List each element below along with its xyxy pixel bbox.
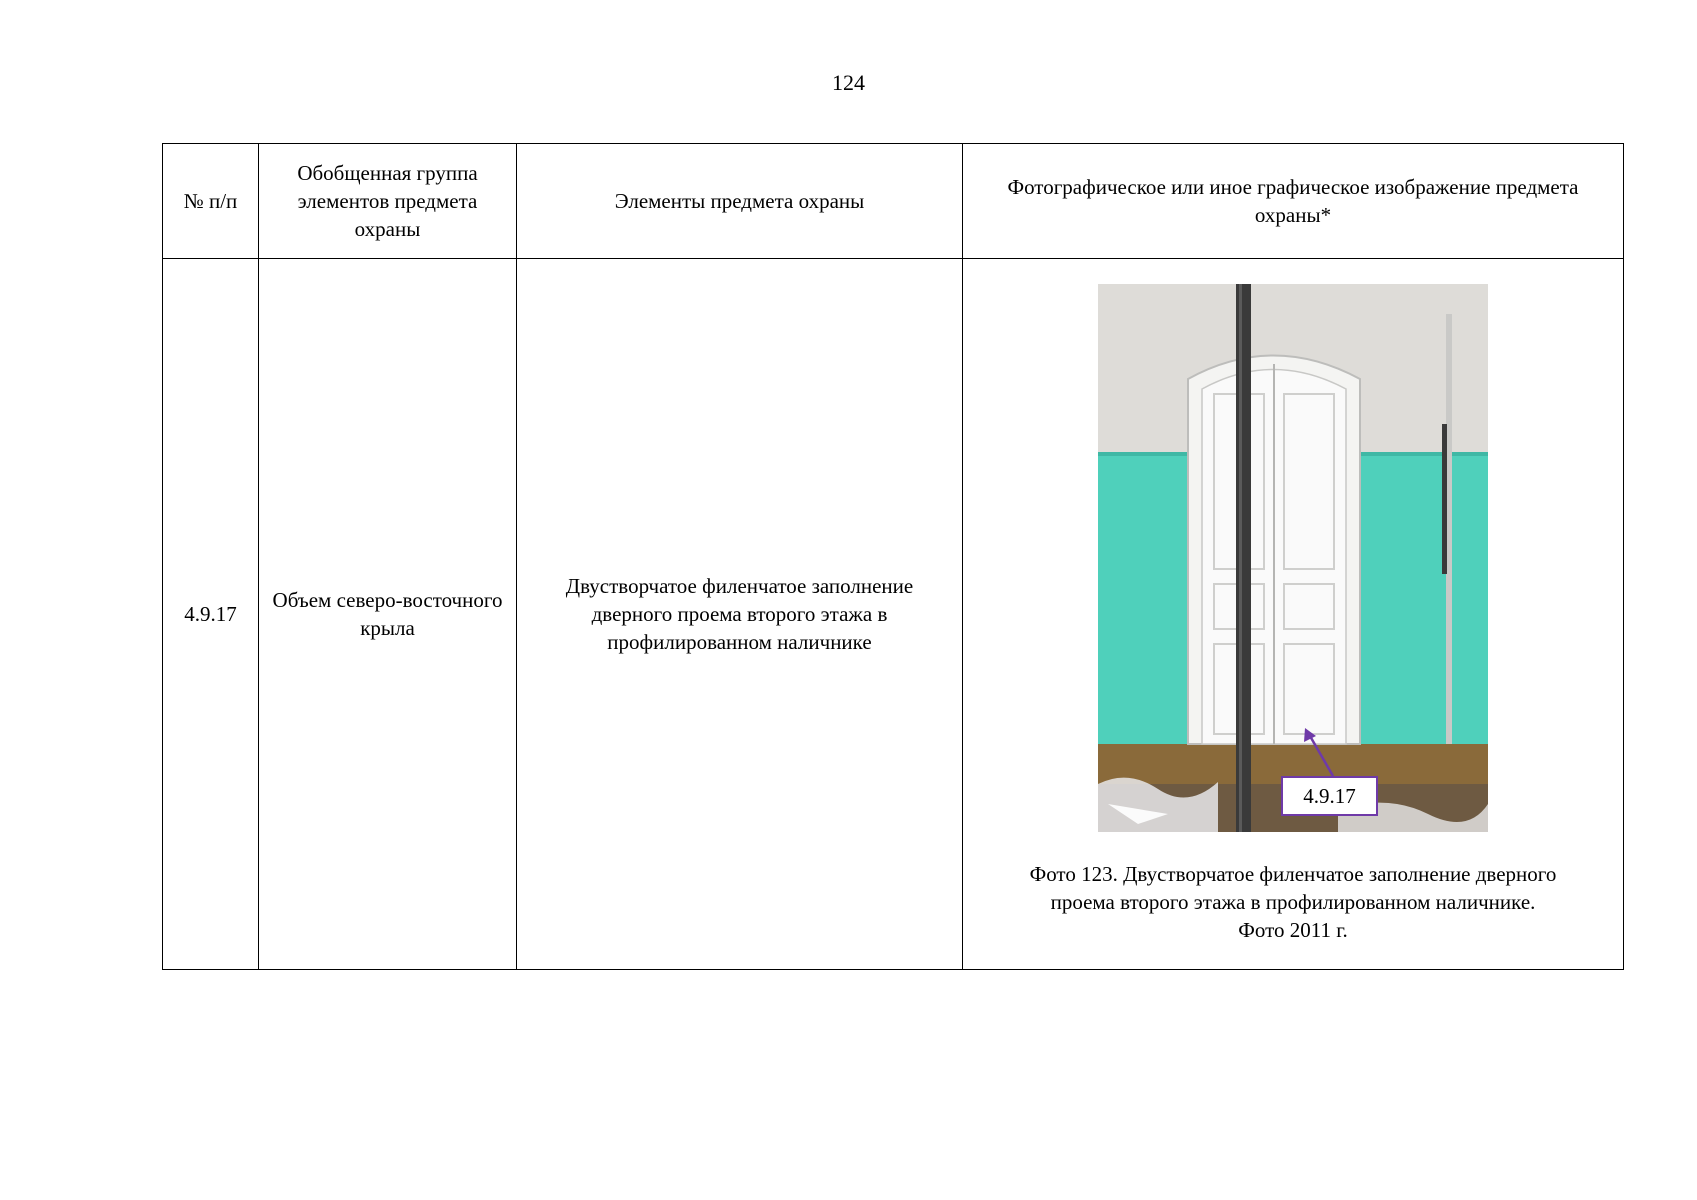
header-group: Обобщенная группа элементов предмета охраны — [259, 144, 517, 259]
photo-label: 4.9.17 — [1281, 776, 1378, 816]
header-number: № п/п — [163, 144, 259, 259]
page-number: 124 — [832, 70, 865, 95]
table-header-row — [163, 144, 1624, 259]
caption-line-2: проема второго этажа в профилированном наличнике. — [1050, 890, 1536, 914]
protection-table — [162, 143, 1624, 970]
table-row — [163, 259, 1624, 970]
door-photo — [1098, 284, 1488, 832]
photo-caption — [963, 860, 1623, 944]
caption-line-1: Фото 123. Двустворчатое филенчатое заполнение дверного — [1029, 862, 1557, 886]
row-number: 4.9.17 — [163, 259, 259, 970]
header-image: Фотографическое или иное графическое изображение предмета охраны* — [963, 144, 1624, 259]
row-group: Объем северо-восточного крыла — [259, 259, 517, 970]
header-elements: Элементы предмета охраны — [517, 144, 963, 259]
row-photo-cell — [963, 259, 1624, 970]
row-element: Двустворчатое филенчатое заполнение дверного проема второго этажа в профилированном наличнике — [517, 259, 963, 970]
caption-line-3: Фото 2011 г. — [1238, 918, 1348, 942]
door-photo-image — [1098, 284, 1488, 832]
